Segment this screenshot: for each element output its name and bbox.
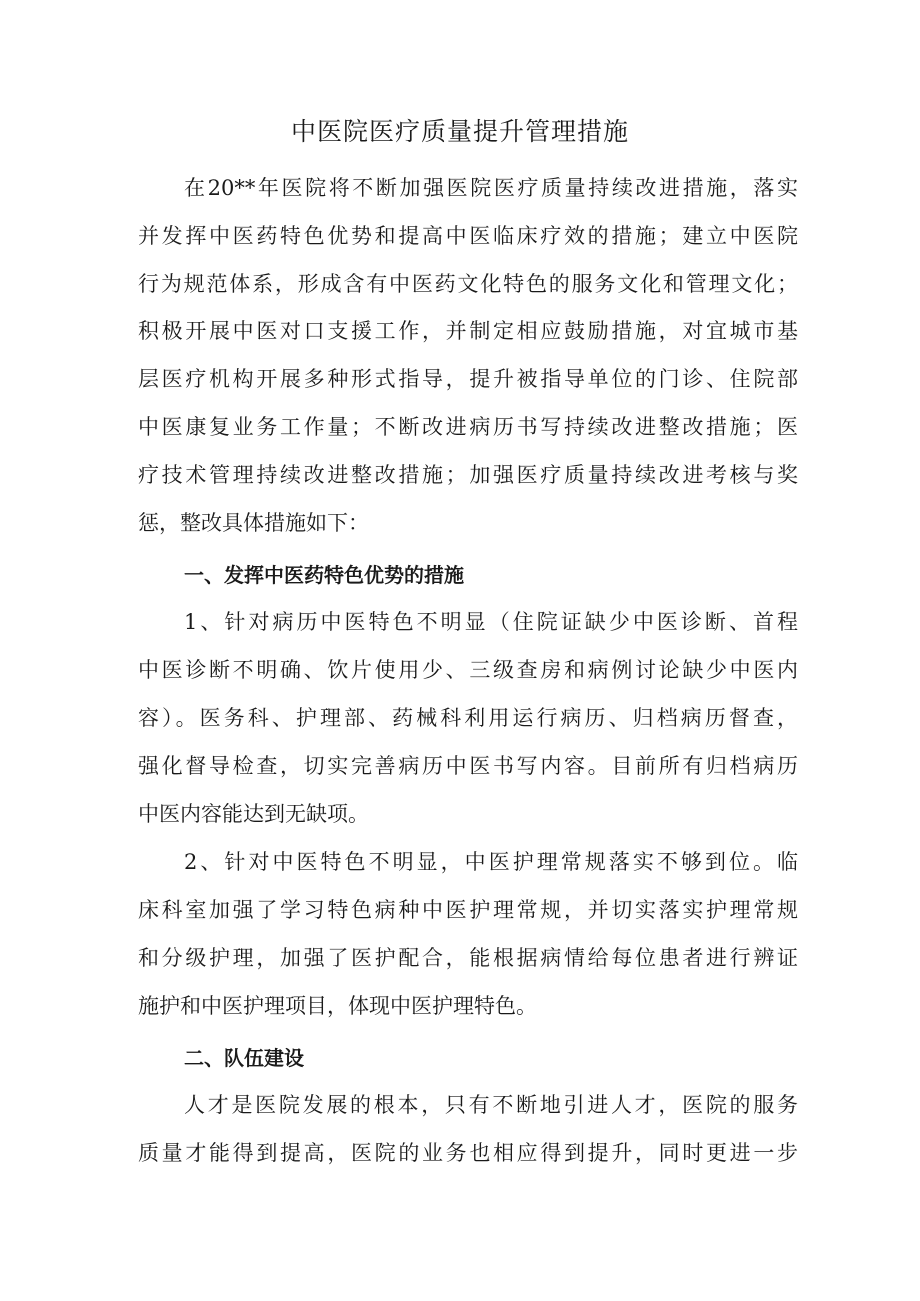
intro-line: 中医康复业务工作量；不断改进病历书写持续改进整改措施；医 <box>138 415 798 439</box>
section1-item2-line: 2、针对中医特色不明显，中医护理常规落实不够到位。临 <box>184 850 798 874</box>
section1-item1-line: 中医内容能达到无缺项。 <box>138 802 369 826</box>
section1-item2-line: 床科室加强了学习特色病种中医护理常规，并切实落实护理常规 <box>138 898 798 922</box>
intro-line: 层医疗机构开展多种形式指导，提升被指导单位的门诊、住院部 <box>138 367 798 391</box>
section-heading: 一、发挥中医药特色优势的措施 <box>184 563 464 587</box>
intro-line: 在20**年医院将不断加强医院医疗质量持续改进措施，落实 <box>184 176 798 200</box>
section1-item1-line: 中医诊断不明确、饮片使用少、三级查房和病例讨论缺少中医内 <box>138 658 798 682</box>
document-title: 中医院医疗质量提升管理措施 <box>290 117 629 146</box>
section1-item2-line: 施护和中医护理项目，体现中医护理特色。 <box>138 994 537 1018</box>
intro-line: 惩，整改具体措施如下： <box>138 511 369 535</box>
section1-item2-line: 和分级护理，加强了医护配合，能根据病情给每位患者进行辨证 <box>138 946 798 970</box>
intro-line: 积极开展中医对口支援工作，并制定相应鼓励措施，对宜城市基 <box>138 319 798 343</box>
intro-line: 疗技术管理持续改进整改措施；加强医疗质量持续改进考核与奖 <box>138 463 798 487</box>
intro-line: 行为规范体系，形成含有中医药文化特色的服务文化和管理文化； <box>138 272 798 296</box>
intro-line: 并发挥中医药特色优势和提高中医临床疗效的措施；建立中医院 <box>138 224 798 248</box>
section-heading: 二、队伍建设 <box>184 1046 304 1070</box>
section1-item1-line: 1、针对病历中医特色不明显（住院证缺少中医诊断、首程 <box>184 610 798 634</box>
section2-line: 质量才能得到提高，医院的业务也相应得到提升，同时更进一步 <box>138 1141 798 1165</box>
section1-item1-line: 强化督导检查，切实完善病历中医书写内容。目前所有归档病历 <box>138 754 798 778</box>
section2-line: 人才是医院发展的根本，只有不断地引进人才，医院的服务 <box>184 1093 798 1117</box>
section1-item1-line: 容）。医务科、护理部、药械科利用运行病历、归档病历督查， <box>138 706 798 730</box>
